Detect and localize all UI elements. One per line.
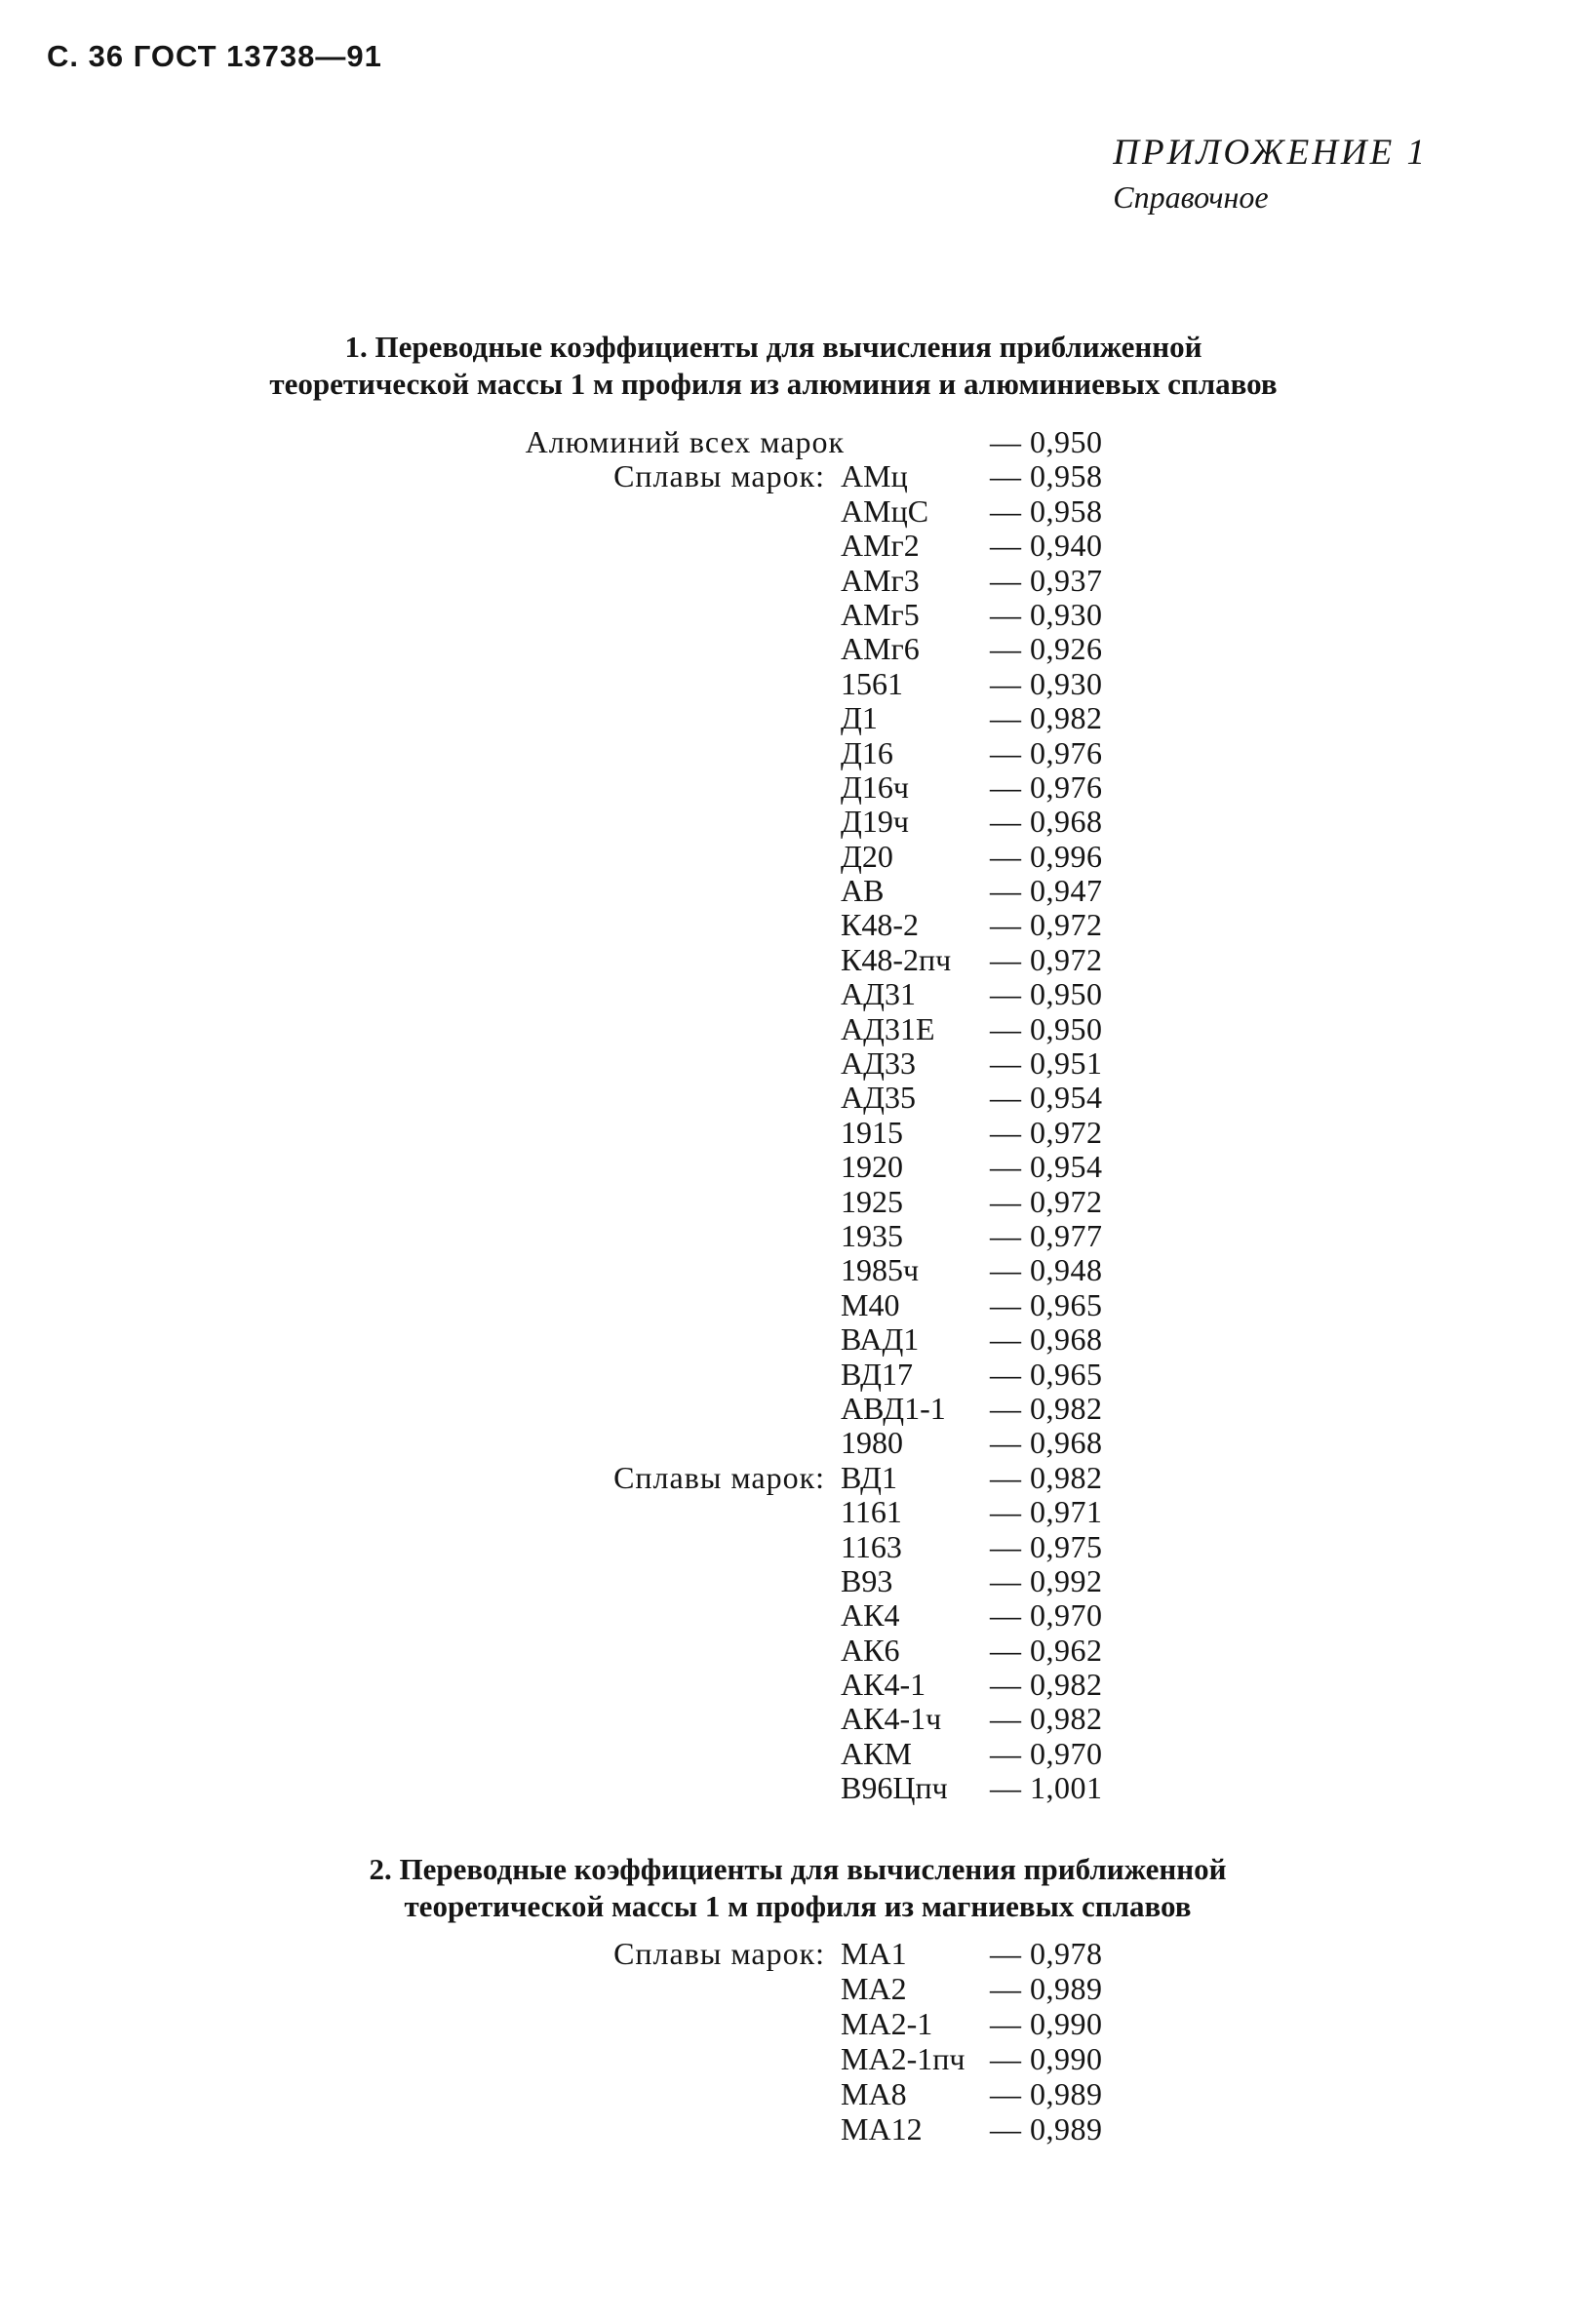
coefficient-row [0,1288,1576,1322]
section-2-heading-line-1: 2. Переводные коэффициенты для вычисления приближенной [369,1852,1227,1886]
coefficient-value: — 0,982 [990,1390,1103,1426]
coefficient-row [0,2111,1576,2147]
alloy-grade: В96Цпч [841,1770,948,1806]
coefficient-row [0,1150,1576,1184]
coefficient-row [0,2076,1576,2111]
row-prefix: Сплавы марок: [613,458,825,494]
coefficient-row [0,1116,1576,1150]
coefficient-row [0,667,1576,701]
coefficient-row [0,2006,1576,2041]
section-2-heading [10,1851,1576,1925]
coefficient-row [0,1046,1576,1081]
magnesium-coefficients-table [0,1936,1576,2147]
coefficient-row [0,1668,1576,1702]
coefficient-value: — 0,970 [990,1597,1103,1634]
coefficient-row [0,1392,1576,1426]
coefficient-row [0,1358,1576,1392]
coefficient-row [0,2041,1576,2076]
coefficient-row [0,943,1576,977]
appendix-block [1113,131,1428,218]
alloy-grade: АК6 [841,1632,900,1668]
alloy-grade: АК4-1 [841,1667,926,1703]
coefficient-value: — 0,989 [990,1971,1103,2006]
coefficient-value: — 0,962 [990,1632,1103,1668]
coefficient-value: — 0,989 [990,2111,1103,2147]
coefficient-row [0,632,1576,666]
coefficient-row [0,1971,1576,2006]
aluminium-coefficients-table [0,425,1576,1806]
coefficient-value: — 0,990 [990,2006,1103,2041]
alloy-grade: АК4-1ч [841,1701,942,1737]
alloy-grade: 1925 [841,1183,903,1219]
section-1-heading-line-1: 1. Переводные коэффициенты для вычисления приближенной [344,330,1202,364]
coefficient-row [0,701,1576,735]
alloy-grade: 1561 [841,665,903,701]
coefficient-value: — 0,972 [990,941,1103,977]
coefficient-row [0,1771,1576,1805]
coefficient-value: — 1,001 [990,1770,1103,1806]
alloy-grade: 1163 [841,1528,902,1564]
coefficient-row [0,1253,1576,1287]
coefficient-value: — 0,990 [990,2041,1103,2076]
alloy-grade: АМг3 [841,562,920,598]
section-1-heading-line-2: теоретической массы 1 м профиля из алюминия и алюминиевых сплавов [269,367,1278,401]
coefficient-row [0,1322,1576,1357]
coefficient-row [0,874,1576,908]
section-1-heading [0,329,1561,403]
coefficient-row [0,977,1576,1011]
coefficient-value: — 0,970 [990,1735,1103,1771]
coefficient-row [0,494,1576,529]
alloy-grade: ВАД1 [841,1321,920,1358]
alloy-grade: АМцС [841,492,929,529]
coefficient-value: — 0,989 [990,2076,1103,2111]
coefficient-value: — 0,950 [990,976,1103,1012]
coefficient-value: — 0,982 [990,700,1103,736]
row-prefix: Сплавы марок: [613,1459,825,1495]
coefficient-row [0,1737,1576,1771]
coefficient-value: — 0,958 [990,492,1103,529]
coefficient-value: — 0,926 [990,631,1103,667]
coefficient-row [0,1495,1576,1529]
coefficient-value: — 0,978 [990,1936,1103,1971]
coefficient-value: — 0,968 [990,804,1103,840]
alloy-grade: АД31 [841,976,916,1012]
row-prefix: Сплавы марок: [613,1936,825,1971]
coefficient-row [0,425,1576,459]
alloy-grade: К48-2 [841,907,919,943]
alloy-grade: МА12 [841,2111,923,2147]
coefficient-row [0,1634,1576,1668]
coefficient-row [0,459,1576,493]
alloy-grade: М40 [841,1286,900,1322]
alloy-grade: АМг2 [841,528,920,564]
coefficient-row [0,736,1576,770]
page-reference: С. 36 ГОСТ 13738—91 [47,39,382,73]
alloy-grade: АКМ [841,1735,912,1771]
appendix-title: ПРИЛОЖЕНИЕ 1 [1113,133,1428,173]
alloy-grade: Д1 [841,700,878,736]
alloy-grade: АМг5 [841,596,920,632]
coefficient-value: — 0,954 [990,1149,1103,1185]
coefficient-value: — 0,950 [990,1010,1103,1046]
coefficient-value: — 0,930 [990,596,1103,632]
coefficient-value: — 0,937 [990,562,1103,598]
coefficient-value: — 0,940 [990,528,1103,564]
alloy-grade: АД35 [841,1080,916,1116]
coefficient-row [0,908,1576,942]
coefficient-value: — 0,968 [990,1321,1103,1358]
alloy-grade: 1161 [841,1494,902,1530]
coefficient-value: — 0,976 [990,734,1103,770]
coefficient-value: — 0,965 [990,1356,1103,1392]
alloy-grade: АМц [841,458,908,494]
coefficient-row [0,529,1576,563]
alloy-grade: В93 [841,1562,893,1598]
coefficient-row [0,840,1576,874]
alloy-grade: МА1 [841,1936,907,1971]
alloy-grade: АВ [841,873,885,909]
coefficient-value: — 0,992 [990,1562,1103,1598]
alloy-grade: Д16ч [841,768,909,805]
alloy-grade: АД33 [841,1045,916,1082]
coefficient-value: — 0,971 [990,1494,1103,1530]
alloy-grade: К48-2пч [841,941,952,977]
coefficient-row [0,598,1576,632]
alloy-grade: Д16 [841,734,893,770]
coefficient-row [0,1426,1576,1460]
coefficient-value: — 0,976 [990,768,1103,805]
appendix-type: Справочное [1113,179,1269,215]
coefficient-value: — 0,975 [990,1528,1103,1564]
coefficient-value: — 0,972 [990,1183,1103,1219]
coefficient-row [0,770,1576,805]
coefficient-row [0,1185,1576,1219]
coefficient-row [0,564,1576,598]
coefficient-value: — 0,930 [990,665,1103,701]
alloy-grade: 1980 [841,1425,903,1461]
coefficient-row [0,805,1576,839]
coefficient-row [0,1598,1576,1633]
alloy-grade: АК4 [841,1597,900,1634]
coefficient-value: — 0,965 [990,1286,1103,1322]
coefficient-row [0,1702,1576,1736]
coefficient-value: — 0,951 [990,1045,1103,1082]
alloy-grade: 1920 [841,1149,903,1185]
coefficient-row [0,1530,1576,1564]
alloy-grade: МА8 [841,2076,907,2111]
alloy-grade: МА2 [841,1971,907,2006]
coefficient-row [0,1081,1576,1115]
alloy-grade: АД31Е [841,1010,935,1046]
alloy-grade: ВД17 [841,1356,913,1392]
coefficient-value: — 0,968 [990,1425,1103,1461]
coefficient-value: — 0,977 [990,1217,1103,1253]
coefficient-value: — 0,982 [990,1667,1103,1703]
coefficient-row [0,1219,1576,1253]
coefficient-row [0,1012,1576,1046]
coefficient-row [0,1936,1576,1971]
alloy-grade: 1985ч [841,1252,920,1288]
alloy-grade: Д19ч [841,804,909,840]
coefficient-value: — 0,972 [990,1114,1103,1150]
alloy-grade: МА2-1пч [841,2041,965,2076]
row-prefix: Алюминий всех марок [525,424,845,459]
coefficient-value: — 0,972 [990,907,1103,943]
section-2-heading-line-2: теоретической массы 1 м профиля из магниевых сплавов [404,1889,1192,1923]
alloy-grade: Д20 [841,838,893,874]
alloy-grade: ВД1 [841,1459,897,1495]
coefficient-value: — 0,982 [990,1459,1103,1495]
alloy-grade: АМг6 [841,631,920,667]
coefficient-value: — 0,958 [990,458,1103,494]
coefficient-value: — 0,947 [990,873,1103,909]
coefficient-value: — 0,948 [990,1252,1103,1288]
coefficient-row [0,1564,1576,1598]
coefficient-row [0,1461,1576,1495]
alloy-grade: 1935 [841,1217,903,1253]
alloy-grade: 1915 [841,1114,903,1150]
coefficient-value: — 0,954 [990,1080,1103,1116]
alloy-grade: МА2-1 [841,2006,933,2041]
alloy-grade: АВД1-1 [841,1390,946,1426]
coefficient-value: — 0,996 [990,838,1103,874]
coefficient-value: — 0,950 [990,424,1103,459]
coefficient-value: — 0,982 [990,1701,1103,1737]
